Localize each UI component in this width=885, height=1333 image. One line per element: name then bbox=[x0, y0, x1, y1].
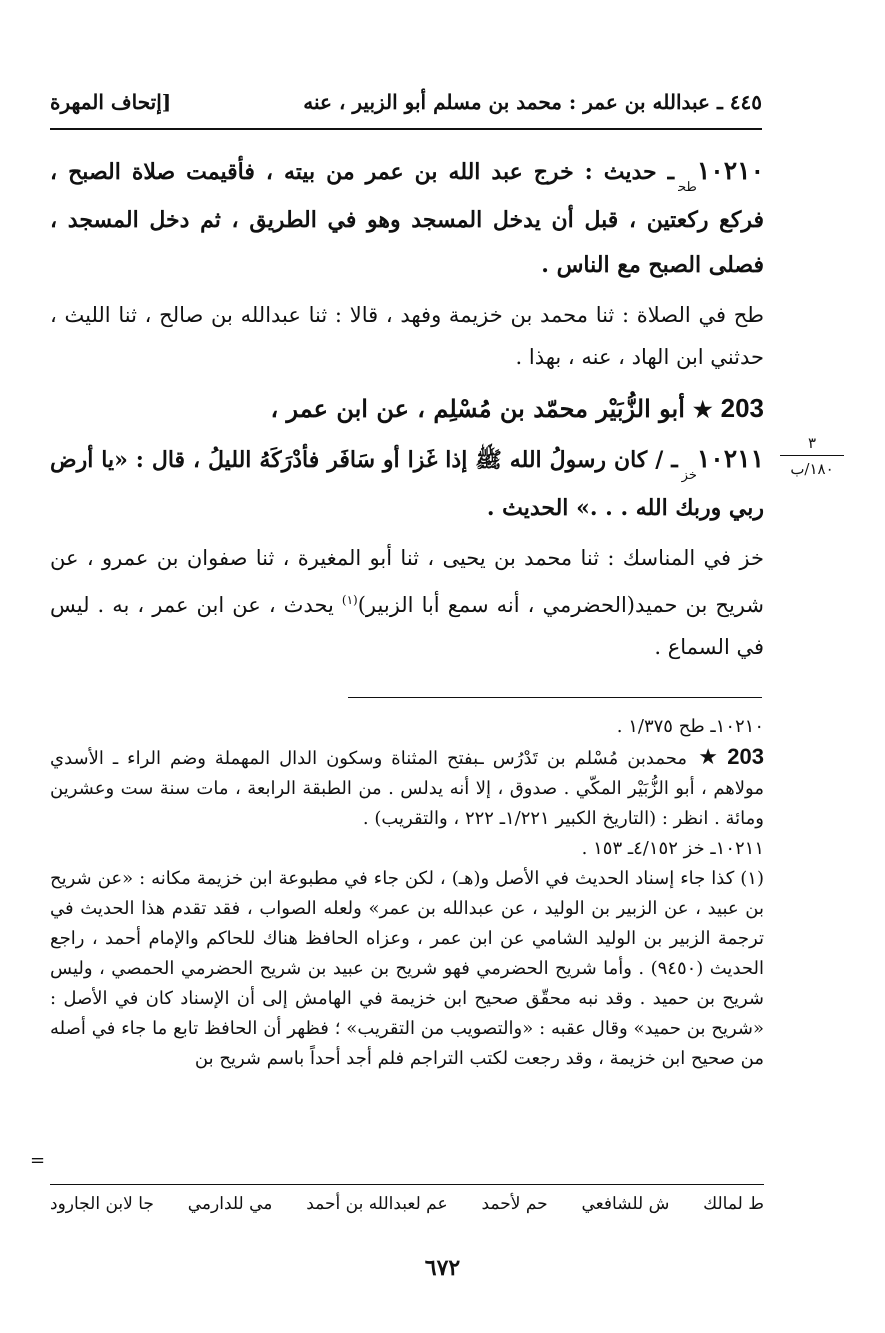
hadith-10211 bbox=[50, 436, 764, 531]
biography-name: أبو الزُّبَيْر محمّد بن مُسْلِم ، عن ابن عمر ، bbox=[270, 394, 685, 423]
abbreviation-item: جا لابن الجارود bbox=[50, 1194, 154, 1214]
main-text bbox=[50, 148, 764, 668]
biography-heading bbox=[50, 384, 764, 434]
margin-note bbox=[770, 433, 854, 480]
footnote-marker[interactable]: (١) bbox=[341, 593, 358, 607]
hadith-10211-source bbox=[50, 537, 764, 668]
abbreviation-item: ط لمالك bbox=[703, 1194, 764, 1214]
key-divider bbox=[50, 1184, 764, 1185]
hadith-ref-code: طح bbox=[678, 180, 697, 195]
footnote-10211: ١٠٢١١ـ خز ٤/١٥٢ـ ١٥٣ . bbox=[581, 838, 764, 859]
footnote-biography bbox=[50, 742, 764, 834]
hadith-ref-code: خز bbox=[681, 468, 697, 483]
biography-number: 203 bbox=[727, 744, 764, 769]
abbreviation-item: مي للدارمي bbox=[187, 1194, 273, 1214]
hadith-number: ١٠٢١٠ bbox=[696, 156, 764, 185]
continuation-mark: = bbox=[30, 1150, 46, 1171]
footnotes bbox=[50, 712, 764, 1074]
biography-text: محمدبن مُسْلم بن تَدْرُس ـبفتح المثناة وسكون الدال المهملة وضم الراء ـ الأسدي مولاهم ، أبو الزُّبَيْر المكّي . صدوق ، إلا أنه يدلس . من الطبقة الرابعة ، مات سنة ست وعشرين ومائة . انظر : (التاريخ الكبير ١/٢٢١ـ ٢٢٢ ، والتقريب) . bbox=[50, 748, 764, 829]
footnote-divider bbox=[348, 697, 762, 698]
star-icon: ★ bbox=[692, 397, 713, 423]
hadith-text: ـ حديث : خرج عبد الله بن عمر من بيته ، فأقيمت صلاة الصبح ، فركع ركعتين ، قبل أن يدخل المسجد وهو في الطريق ، ثم دخل المسجد ، فصلى الصبح مع الناس . bbox=[50, 159, 764, 278]
star-icon: ★ bbox=[695, 745, 722, 770]
hadith-10210-source: طح في الصلاة : ثنا محمد بن خزيمة وفهد ، قالا : ثنا عبدالله بن صالح ، ثنا الليث ، حدثني ابن الهاد ، عنه ، بهذا . bbox=[50, 303, 764, 369]
hadith-text: ـ / كان رسولُ الله ﷺ إذا غَزا أو سَافَر فأدْرَكَهُ الليلُ ، قال : «يا أرض ربي وربك الله . . .» الحديث . bbox=[50, 447, 764, 521]
header-title: ٤٤٥ ـ عبدالله بن عمر : محمد بن مسلم أبو الزبير ، عنه bbox=[303, 90, 762, 114]
biography-number: 203 bbox=[720, 393, 764, 423]
source-text: يحدث ، عن ابن عمر ، به . ليس في السماع . bbox=[50, 593, 764, 659]
running-header bbox=[50, 86, 762, 126]
header-book-title: [إتحاف المهرة bbox=[50, 90, 172, 114]
abbreviation-item: عم لعبدالله بن أحمد bbox=[306, 1194, 448, 1214]
page-number: ٦٧٢ bbox=[424, 1255, 461, 1281]
footnote-10210: ١٠٢١٠ـ طح ١/٣٧٥ . bbox=[616, 716, 764, 737]
margin-note-divider bbox=[780, 455, 844, 456]
header-divider bbox=[50, 128, 762, 130]
margin-note-top: ٣ bbox=[807, 434, 817, 452]
margin-note-bottom: ١٨٠/ب bbox=[790, 460, 834, 478]
hadith-10210 bbox=[50, 148, 764, 288]
abbreviation-key bbox=[50, 1194, 764, 1214]
source-text: خز في المناسك : ثنا محمد بن يحيى ، ثنا أبو المغيرة ، ثنا صفوان بن عمرو ، عن شريح بن حميد(الحضرمي ، أنه سمع أبا الزبير) bbox=[50, 546, 764, 617]
hadith-number: ١٠٢١١ bbox=[696, 444, 764, 473]
footnote-note-1: (١) كذا جاء إسناد الحديث في الأصل و(هـ) ، لكن جاء في مطبوعة ابن خزيمة مكانه : «عن شريح بن عبيد ، عن الزبير بن الوليد ، عن عبدالله بن عمر» ولعله الصواب ، فقد تقدم هذا الحديث في ترجمة الزبير بن الوليد الشامي عن ابن عمر ، وعزاه الحافظ هناك للحاكم والإمام أحمد ، راجع الحديث (٩٤٥٠) . وأما شريح الحضرمي فهو شريح بن عبيد بن شريح الحضرمي الحمصي ، وليس شريح بن حميد . وقد نبه محقّق صحيح ابن خزيمة في الهامش إلى أن الإسناد كان في الأصل : «شريح بن حميد» وقال عقبه : «والتصويب من التقريب» ؛ فظهر أن الحافظ تابع ما جاء في أصله من صحيح ابن خزيمة ، وقد رجعت لكتب التراجم فلم أجد أحداً باسم شريح بن bbox=[50, 868, 764, 1069]
abbreviation-item: ش للشافعي bbox=[581, 1194, 670, 1214]
abbreviation-item: حم لأحمد bbox=[481, 1194, 548, 1214]
